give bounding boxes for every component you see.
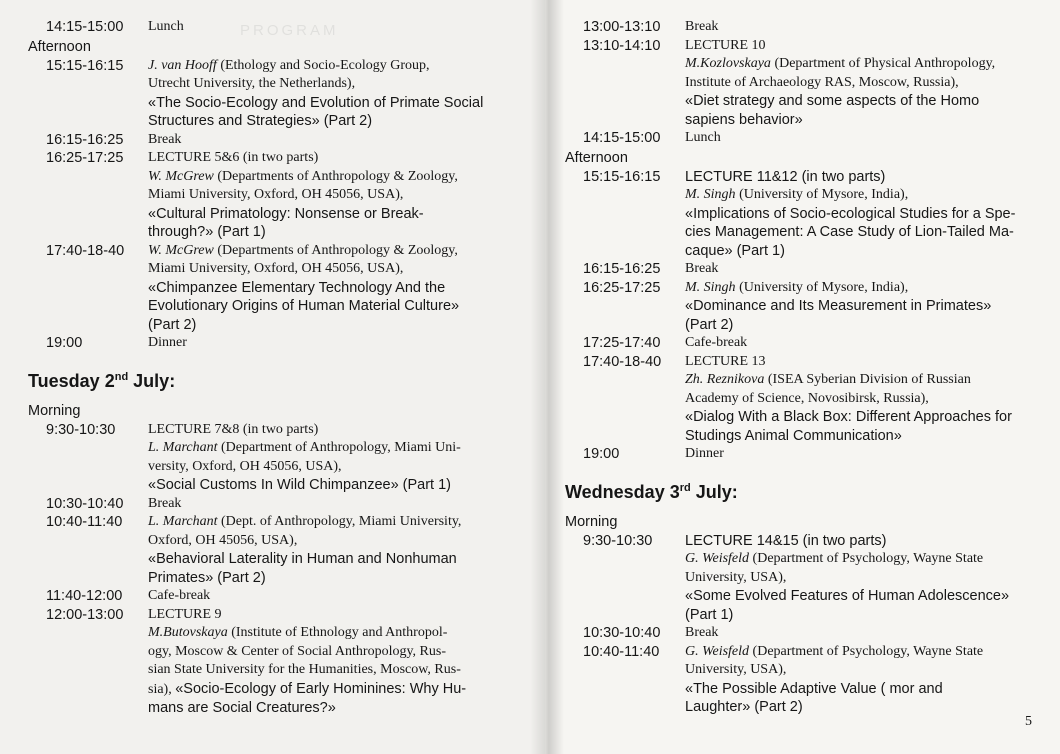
entry-line: «The Socio-Ecology and Evolution of Primate Social	[148, 94, 484, 111]
entry-line: LECTURE 7&8 (in two parts)	[148, 421, 319, 437]
entry-time: 14:15-15:00	[583, 130, 661, 146]
entry-line: Break	[685, 625, 719, 640]
entry-line	[148, 168, 508, 187]
left-entries-c	[28, 421, 508, 718]
schedule-entry	[565, 279, 1045, 335]
entry-line: cies Management: A Case Study of Lion-Tailed Ma-	[685, 224, 1014, 240]
book-gutter-shadow	[530, 0, 564, 754]
entry-line: «The Possible Adaptive Value ( mor and	[685, 680, 943, 697]
right-page	[545, 0, 1060, 754]
left-entries-a	[28, 18, 508, 37]
entry-line	[148, 57, 508, 76]
entry-line: Utrecht University, the Netherlands),	[148, 76, 356, 91]
schedule-entry	[28, 495, 508, 514]
entry-line: Structures and Strategies» (Part 2)	[148, 113, 373, 129]
entry-description	[685, 532, 1045, 625]
entry-line	[148, 439, 508, 458]
entry-line: Institute of Archaeology RAS, Moscow, Russia),	[685, 74, 959, 90]
speaker-name: M. Singh	[685, 187, 736, 202]
entry-line: Primates» (Part 2)	[148, 569, 266, 586]
schedule-entry	[28, 18, 508, 37]
speaker-affiliation: (Ethology and Socio-Ecology Group,	[216, 57, 430, 73]
speaker-name: W. McGrew	[148, 242, 214, 258]
day-heading-wednesday	[565, 476, 1045, 504]
schedule-entry	[28, 587, 508, 606]
lecture-title: «Socio-Ecology of Early Hominines: Why Hu-	[175, 680, 467, 697]
speaker-name: W. McGrew	[148, 168, 214, 184]
entry-time: 16:15-16:25	[46, 131, 124, 148]
speaker-name: L. Marchant	[148, 440, 218, 455]
schedule-entry	[28, 334, 508, 353]
entry-description	[148, 149, 508, 242]
entry-time: 14:15-15:00	[46, 19, 124, 35]
speaker-name: M. Singh	[685, 279, 736, 295]
entry-time: 11:40-12:00	[46, 588, 123, 604]
schedule-entry	[565, 260, 1045, 279]
entry-line	[685, 371, 1045, 390]
affiliation-end: sia),	[148, 681, 176, 697]
schedule-entry	[565, 129, 1045, 148]
entry-line: Break	[148, 131, 182, 147]
entry-line: Break	[685, 19, 719, 34]
entry-line: Dinner	[685, 446, 724, 461]
entry-line	[148, 242, 508, 261]
entry-time: 10:30-10:40	[583, 625, 661, 641]
day-heading-tuesday	[28, 365, 508, 393]
section-morning: Morning	[565, 513, 618, 530]
entry-line: (Part 1)	[685, 606, 734, 623]
entry-time: 13:00-13:10	[583, 19, 661, 35]
entry-time: 9:30-10:30	[46, 421, 116, 438]
entry-line: caque» (Part 1)	[685, 242, 785, 259]
entry-line: versity, Oxford, OH 45056, USA),	[148, 458, 342, 474]
entry-line: University, USA),	[685, 569, 787, 585]
entry-description	[685, 445, 1045, 464]
entry-line: Studings Animal Communication»	[685, 427, 902, 444]
schedule-entry	[565, 532, 1045, 625]
entry-description	[148, 513, 508, 587]
entry-time: 15:15-16:15	[583, 168, 661, 185]
entry-description	[148, 334, 508, 353]
entry-line: Break	[148, 495, 182, 511]
speaker-affiliation: (Institute of Ethnology and Anthropol-	[227, 625, 448, 640]
schedule-entry	[565, 37, 1045, 130]
entry-description	[685, 168, 1045, 261]
entry-time: 10:40-11:40	[583, 643, 660, 660]
right-entries-c	[565, 532, 1045, 717]
entry-time: 12:00-13:00	[46, 606, 124, 623]
entry-line: LECTURE 14&15 (in two parts)	[685, 532, 887, 549]
entry-line: Academy of Science, Novosibirsk, Russia),	[685, 390, 929, 406]
entry-time: 17:25-17:40	[583, 335, 661, 351]
entry-time: 17:40-18-40	[583, 353, 662, 370]
schedule-entry	[565, 353, 1045, 446]
section-afternoon: Afternoon	[28, 38, 91, 55]
schedule-entry	[565, 334, 1045, 353]
entry-line: Laughter» (Part 2)	[685, 699, 803, 715]
entry-line: ogy, Moscow & Center of Social Anthropology, Rus-	[148, 643, 446, 659]
day-heading-month: July:	[690, 481, 738, 502]
entry-line	[148, 624, 508, 643]
speaker-affiliation: (Department of Psychology, Wayne State	[749, 551, 984, 566]
entry-line: Oxford, OH 45056, USA),	[148, 532, 298, 548]
speaker-name: G. Weisfeld	[685, 643, 750, 659]
speaker-affiliation: (University of Mysore, India),	[735, 187, 909, 202]
day-heading-text: Tuesday 2	[28, 370, 115, 391]
entry-description	[148, 131, 508, 150]
entry-line: (Part 2)	[148, 316, 197, 333]
day-heading-text: Wednesday 3	[565, 481, 680, 502]
entry-time: 19:00	[583, 446, 620, 462]
entry-description	[685, 643, 1045, 717]
entry-time: 13:10-14:10	[583, 37, 661, 54]
entry-line	[685, 279, 1045, 298]
schedule-entry	[28, 606, 508, 718]
entry-line: sian State University for the Humanities, Moscow, Rus-	[148, 662, 461, 677]
speaker-affiliation: (Departments of Anthropology & Zoology,	[213, 242, 458, 258]
entry-description	[148, 421, 508, 495]
entry-line: LECTURE 13	[685, 353, 766, 369]
entry-line: (Part 2)	[685, 316, 734, 333]
entry-description	[685, 279, 1045, 335]
entry-line: University, USA),	[685, 662, 787, 677]
entry-line	[685, 643, 1045, 662]
schedule-entry	[565, 624, 1045, 643]
entry-time: 16:25-17:25	[583, 279, 661, 296]
page-number: 5	[1025, 714, 1032, 729]
entry-line: «Behavioral Laterality in Human and Nonhuman	[148, 551, 457, 567]
entry-time: 16:25-17:25	[46, 150, 124, 166]
speaker-affiliation: (Department of Physical Anthropology,	[770, 56, 996, 71]
speaker-affiliation: (University of Mysore, India),	[735, 279, 909, 295]
entry-line: «Dominance and Its Measurement in Primates»	[685, 298, 992, 314]
entry-line	[685, 186, 1045, 205]
day-heading-month: July:	[128, 370, 176, 391]
entry-line: «Diet strategy and some aspects of the Homo	[685, 93, 980, 109]
schedule-entry	[28, 242, 508, 335]
entry-line: sapiens behavior»	[685, 111, 803, 128]
entry-line: «Chimpanzee Elementary Technology And the	[148, 279, 446, 296]
entry-description	[148, 57, 508, 131]
section-afternoon: Afternoon	[565, 149, 628, 166]
schedule-entry	[28, 149, 508, 242]
entry-time: 10:30-10:40	[46, 495, 124, 512]
entry-line: «Some Evolved Features of Human Adolescence»	[685, 588, 1010, 604]
schedule-entry	[28, 131, 508, 150]
entry-description	[148, 606, 508, 718]
entry-line: Dinner	[148, 335, 187, 350]
speaker-name: G. Weisfeld	[685, 551, 750, 566]
entry-line	[685, 55, 1045, 74]
entry-line: Break	[685, 261, 719, 276]
schedule-entry	[28, 57, 508, 131]
entry-description	[685, 624, 1045, 643]
section-morning: Morning	[28, 402, 81, 419]
entry-description	[685, 37, 1045, 130]
entry-line: Cafe-break	[685, 335, 748, 350]
speaker-affiliation: (Dept. of Anthropology, Miami University,	[217, 514, 462, 529]
entry-description	[685, 353, 1045, 446]
entry-line: through?» (Part 1)	[148, 224, 266, 240]
entry-description	[685, 334, 1045, 353]
entry-description	[685, 18, 1045, 37]
bleed-through-text: PROGRAM	[240, 22, 339, 39]
entry-description	[685, 129, 1045, 148]
entry-line: «Cultural Primatology: Nonsense or Break-	[148, 205, 424, 222]
schedule-entry	[565, 445, 1045, 464]
entry-line	[148, 680, 508, 700]
entry-line: mans are Social Creatures?»	[148, 700, 336, 716]
left-entries-b	[28, 57, 508, 353]
entry-line: Miami University, Oxford, OH 45056, USA),	[148, 261, 404, 276]
speaker-name: M.Butovskaya	[148, 625, 228, 640]
entry-line: Evolutionary Origins of Human Material Culture»	[148, 298, 460, 314]
entry-line: LECTURE 10	[685, 37, 766, 53]
schedule-entry	[28, 421, 508, 495]
schedule-entry	[565, 643, 1045, 717]
speaker-name: J. van Hooff	[148, 57, 217, 73]
speaker-affiliation: (Department of Psychology, Wayne State	[749, 643, 984, 659]
entry-time: 9:30-10:30	[583, 532, 653, 549]
speaker-name: Zh. Reznikova	[685, 372, 765, 387]
entry-line: Lunch	[148, 19, 184, 34]
entry-time: 15:15-16:15	[46, 57, 124, 74]
entry-time: 17:40-18-40	[46, 242, 125, 259]
right-column	[565, 18, 1045, 717]
entry-line: Lunch	[685, 130, 721, 145]
entry-line	[685, 550, 1045, 569]
entry-line: LECTURE 11&12 (in two parts)	[685, 168, 886, 185]
entry-time: 16:15-16:25	[583, 261, 661, 277]
speaker-name: M.Kozlovskaya	[685, 56, 771, 71]
schedule-entry	[565, 18, 1045, 37]
entry-description	[148, 495, 508, 514]
speaker-affiliation: (Department of Anthropology, Miami Uni-	[217, 440, 461, 455]
entry-description	[148, 242, 508, 335]
right-entries-a	[565, 18, 1045, 148]
entry-time: 19:00	[46, 335, 83, 351]
schedule-entry	[565, 168, 1045, 261]
speaker-affiliation: (ISEA Syberian Division of Russian	[764, 372, 971, 387]
left-column	[28, 18, 508, 718]
entry-description	[148, 18, 508, 37]
entry-time: 10:40-11:40	[46, 514, 123, 530]
entry-line: Miami University, Oxford, OH 45056, USA),	[148, 187, 404, 202]
entry-line: LECTURE 9	[148, 606, 222, 622]
entry-description	[685, 260, 1045, 279]
entry-line: «Implications of Socio-ecological Studies for a Spe-	[685, 205, 1016, 222]
day-heading-ordinal: nd	[114, 370, 129, 383]
entry-description	[148, 587, 508, 606]
entry-line: LECTURE 5&6 (in two parts)	[148, 150, 319, 165]
entry-line: «Social Customs In Wild Chimpanzee» (Part 1)	[148, 477, 452, 493]
schedule-entry	[28, 513, 508, 587]
speaker-name: L. Marchant	[148, 514, 218, 529]
speaker-affiliation: (Departments of Anthropology & Zoology,	[213, 168, 458, 184]
entry-line: Cafe-break	[148, 588, 211, 603]
day-heading-ordinal: rd	[679, 481, 691, 494]
entry-line: «Dialog With a Black Box: Different Approaches for	[685, 409, 1012, 425]
entry-line	[148, 513, 508, 532]
right-entries-b	[565, 168, 1045, 464]
